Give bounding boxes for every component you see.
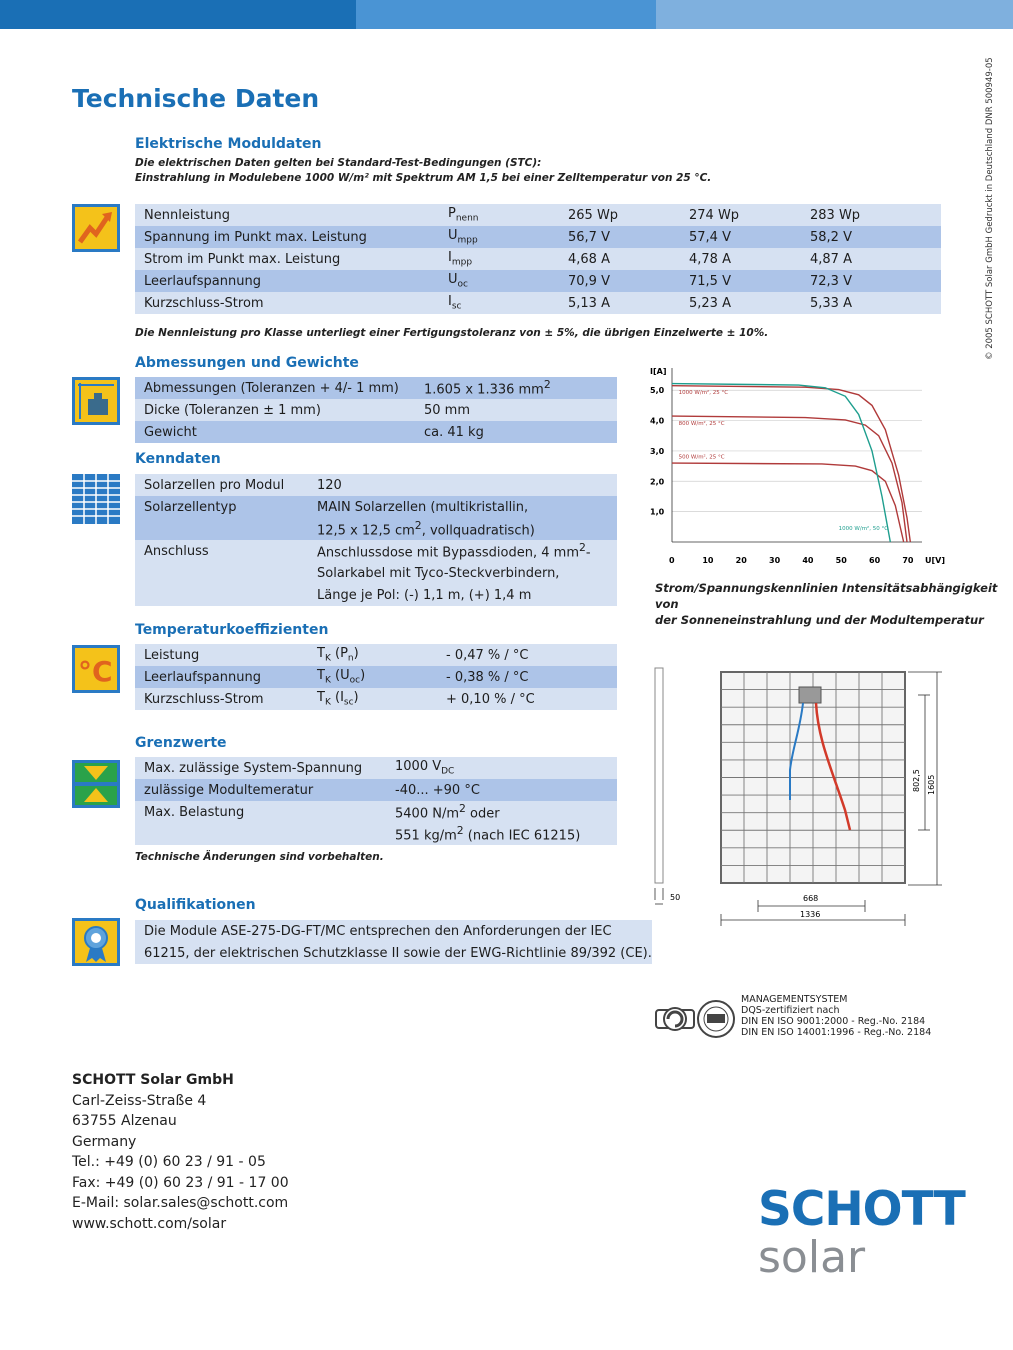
chart-caption-line-1: Strom/Spannungskennlinien Intensitätsabhängigkeit von <box>655 581 998 611</box>
y-tick-label: 1,0 <box>650 507 665 517</box>
series-label: 1000 W/m², 50 °C <box>838 525 889 532</box>
header-bar-segment-3 <box>656 0 1013 29</box>
row-label: Strom im Punkt max. Leistung <box>135 248 439 270</box>
row-label: Gewicht <box>135 421 415 443</box>
table-row <box>135 942 652 964</box>
qualifikationen-table <box>135 920 652 964</box>
section-heading-kenndaten: Kenndaten <box>135 451 221 467</box>
solar-cell-grid-icon <box>72 474 120 524</box>
table-row <box>135 518 617 540</box>
row-symbol: $T_K$ $(U_{oc})$ <box>308 666 437 688</box>
row-value-274: 4,78 A <box>680 248 801 270</box>
management-system-text <box>741 994 931 1038</box>
abmessungen-table <box>135 377 617 443</box>
table-row <box>135 920 652 942</box>
table-row <box>135 204 941 226</box>
temperatur-table <box>135 644 617 710</box>
row-label: Leerlaufspannung <box>135 270 439 292</box>
row-value-283: 72,3 V <box>801 270 941 292</box>
mgmt-line-1: MANAGEMENTSYSTEM <box>741 994 848 1005</box>
copyright-text: © 2005 SCHOTT Solar GmbH Gedruckt in Deutschland DNR 500949-05 <box>985 57 995 360</box>
x-tick-label: 20 <box>735 556 747 565</box>
table-row <box>135 270 941 292</box>
solar-logo-text: solar <box>758 1232 866 1283</box>
row-label: Anschluss <box>135 540 308 562</box>
stc-note-line-2: Einstrahlung in Modulebene 1000 W/m² mit Spektrum AM 1,5 bei einer Zelltemperatur von 25 °C. <box>135 172 712 184</box>
y-axis-label: I[A] <box>650 367 667 376</box>
row-label: zulässige Modultemeratur <box>135 779 386 801</box>
row-value: ca. 41 kg <box>415 421 617 443</box>
row-symbol: $I_{mpp}$ <box>439 248 559 270</box>
row-value-283: 283 Wp <box>801 204 941 226</box>
kenndaten-table <box>135 474 617 606</box>
address-country: Germany <box>72 1133 137 1150</box>
table-row <box>135 226 941 248</box>
address-city: 63755 Alzenau <box>72 1113 177 1129</box>
row-label: Max. Belastung <box>135 801 386 823</box>
section-heading-abmessungen: Abmessungen und Gewichte <box>135 355 359 371</box>
row-value: 12,5 x 12,5 $cm^2$, vollquadratisch) <box>308 518 617 540</box>
dim-802-5: 802,5 <box>912 769 921 792</box>
section-heading-qualifikationen: Qualifikationen <box>135 897 256 913</box>
dim-668: 668 <box>803 894 819 903</box>
table-row <box>135 823 617 845</box>
y-tick-label: 3,0 <box>650 446 665 456</box>
stc-note <box>135 156 711 186</box>
technical-changes-note: Technische Änderungen sind vorbehalten. <box>135 851 384 863</box>
table-row <box>135 584 617 606</box>
quality-badge-icon <box>72 918 120 966</box>
x-tick-label: 0 <box>669 556 675 565</box>
row-label: Abmessungen (Toleranzen + 4/- 1 mm) <box>135 377 415 399</box>
row-label: Kurzschluss-Strom <box>135 292 439 314</box>
table-row <box>135 474 617 496</box>
row-value-265: 265 Wp <box>559 204 680 226</box>
y-tick-label: 4,0 <box>650 416 665 426</box>
table-row <box>135 666 617 688</box>
module-technical-drawing <box>640 660 960 930</box>
address-email[interactable]: E-Mail: solar.sales@schott.com <box>72 1195 289 1211</box>
section-heading-temperatur: Temperaturkoeffizienten <box>135 622 329 638</box>
x-tick-label: 60 <box>869 556 881 565</box>
table-row <box>135 248 941 270</box>
y-tick-label: 2,0 <box>650 477 665 487</box>
row-value: Anschlussdose mit Bypassdioden, 4 $mm^2-$ <box>308 540 617 562</box>
row-label: Nennleistung <box>135 204 439 226</box>
row-value: - 0,38 % / °C <box>437 666 617 688</box>
qualifikation-line-2: 61215, der elektrischen Schutzklasse II sowie der EWG-Richtlinie 89/392 (CE). <box>135 942 652 964</box>
row-label: Solarzellentyp <box>135 496 308 518</box>
dim-1605: 1605 <box>927 774 936 795</box>
address-tel: Tel.: +49 (0) 60 23 / 91 - 05 <box>72 1154 266 1170</box>
row-symbol: $U_{mpp}$ <box>439 226 559 248</box>
table-row <box>135 540 617 562</box>
tolerance-note: Die Nennleistung pro Klasse unterliegt einer Fertigungstoleranz von ± 5%, die übrigen Einzelwerte ± 10%. <box>135 327 769 339</box>
chart-caption <box>655 580 1013 628</box>
row-symbol: $U_{oc}$ <box>439 270 559 292</box>
row-value: 551 $kg/m^2$ (nach IEC 61215) <box>386 823 617 845</box>
row-label: Solarzellen pro Modul <box>135 474 308 496</box>
row-label: Kurzschluss-Strom <box>135 688 308 710</box>
section-heading-grenzwerte: Grenzwerte <box>135 735 227 751</box>
x-tick-label: 30 <box>769 556 781 565</box>
row-value-274: 274 Wp <box>680 204 801 226</box>
y-tick-label: 5,0 <box>650 386 665 396</box>
power-chart-icon <box>72 204 120 252</box>
row-symbol: $T_K$ $(P_n)$ <box>308 644 437 666</box>
junction-box <box>799 687 821 703</box>
row-value: 1000 $V_{DC}$ <box>386 757 617 779</box>
address-web[interactable]: www.schott.com/solar <box>72 1215 227 1232</box>
table-row <box>135 377 617 399</box>
row-label: Dicke (Toleranzen ± 1 mm) <box>135 399 415 421</box>
stc-note-line-1: Die elektrischen Daten gelten bei Standard-Test-Bedingungen (STC): <box>135 157 542 169</box>
row-value-274: 57,4 V <box>680 226 801 248</box>
row-value-265: 70,9 V <box>559 270 680 292</box>
table-row <box>135 292 941 314</box>
header-bar-segment-2 <box>356 0 656 29</box>
row-value-283: 58,2 V <box>801 226 941 248</box>
svg-text:°C: °C <box>78 655 113 688</box>
row-symbol: $T_K$ $(I_{sc})$ <box>308 688 437 710</box>
row-label: Leistung <box>135 644 308 666</box>
row-symbol: $I_{sc}$ <box>439 292 559 314</box>
series-label: 800 W/m², 25 °C <box>678 421 725 428</box>
celsius-icon <box>72 645 120 693</box>
company-address <box>72 1070 289 1234</box>
row-value-265: 5,13 A <box>559 292 680 314</box>
row-value: Solarkabel mit Tyco-Steckverbindern, <box>308 562 617 584</box>
mgmt-line-3: DIN EN ISO 9001:2000 - Reg.-No. 2184 <box>741 1016 926 1027</box>
module-side-profile <box>655 668 663 883</box>
row-value: 5400 $N/m^2$ oder <box>386 801 617 823</box>
table-row <box>135 688 617 710</box>
row-value: + 0,10 % / °C <box>437 688 617 710</box>
elektrisch-table <box>135 204 941 314</box>
schott-logo-text: SCHOTT <box>758 1182 965 1237</box>
section-heading-elektrisch: Elektrische Moduldaten <box>135 136 322 152</box>
header-bar <box>0 0 1013 29</box>
table-row <box>135 801 617 823</box>
row-value: -40... +90 °C <box>386 779 617 801</box>
row-label: Spannung im Punkt max. Leistung <box>135 226 439 248</box>
row-label: Max. zulässige System-Spannung <box>135 757 386 779</box>
limit-arrows-icon <box>72 760 120 808</box>
qualifikation-line-1: Die Module ASE-275-DG-FT/MC entsprechen den Anforderungen der IEC <box>135 920 652 942</box>
header-bar-segment-1 <box>0 0 356 29</box>
x-tick-label: 40 <box>802 556 814 565</box>
row-value: Länge je Pol: (-) 1,1 m, (+) 1,4 m <box>308 584 617 606</box>
grenzwerte-table <box>135 757 617 845</box>
row-value-274: 71,5 V <box>680 270 801 292</box>
row-label: Leerlaufspannung <box>135 666 308 688</box>
table-row <box>135 644 617 666</box>
scale-weight-icon <box>72 377 120 425</box>
iv-curve-chart <box>640 362 960 574</box>
company-name: SCHOTT Solar GmbH <box>72 1072 234 1088</box>
certification-logos <box>654 998 738 1042</box>
address-fax: Fax: +49 (0) 60 23 / 91 - 17 00 <box>72 1174 289 1191</box>
chart-caption-line-2: der Sonneneinstrahlung und der Modultemperatur <box>655 613 984 627</box>
table-row <box>135 421 617 443</box>
row-value: - 0,47 % / °C <box>437 644 617 666</box>
row-value: MAIN Solarzellen (multikristallin, <box>308 496 617 518</box>
row-value-283: 5,33 A <box>801 292 941 314</box>
address-street: Carl-Zeiss-Straße 4 <box>72 1092 207 1109</box>
dqs-logo-icon <box>656 1008 694 1030</box>
row-symbol: $P_{nenn}$ <box>439 204 559 226</box>
mgmt-line-2: DQS-zertifiziert nach <box>741 1005 840 1016</box>
table-row <box>135 399 617 421</box>
row-value-265: 4,68 A <box>559 248 680 270</box>
table-row <box>135 757 617 779</box>
dim-50: 50 <box>670 893 681 902</box>
row-value-265: 56,7 V <box>559 226 680 248</box>
series-label: 500 W/m², 25 °C <box>678 454 725 461</box>
iqnet-logo-icon <box>698 1001 734 1037</box>
dim-1336: 1336 <box>800 910 821 919</box>
series-label: 1000 W/m², 25 °C <box>678 389 729 396</box>
x-tick-label: 10 <box>702 556 714 565</box>
row-value-274: 5,23 A <box>680 292 801 314</box>
table-row <box>135 496 617 518</box>
x-axis-label: U[V] <box>925 556 945 565</box>
table-row <box>135 779 617 801</box>
table-row <box>135 562 617 584</box>
series-line <box>672 416 907 542</box>
row-value: 120 <box>308 474 617 496</box>
row-value: 1.605 x 1.336 $mm^2$ <box>415 377 617 399</box>
row-value-283: 4,87 A <box>801 248 941 270</box>
mgmt-line-4: DIN EN ISO 14001:1996 - Reg.-No. 2184 <box>741 1027 932 1038</box>
x-tick-label: 70 <box>902 556 914 565</box>
page-title: Technische Daten <box>72 84 320 113</box>
row-value: 50 mm <box>415 399 617 421</box>
x-tick-label: 50 <box>835 556 847 565</box>
